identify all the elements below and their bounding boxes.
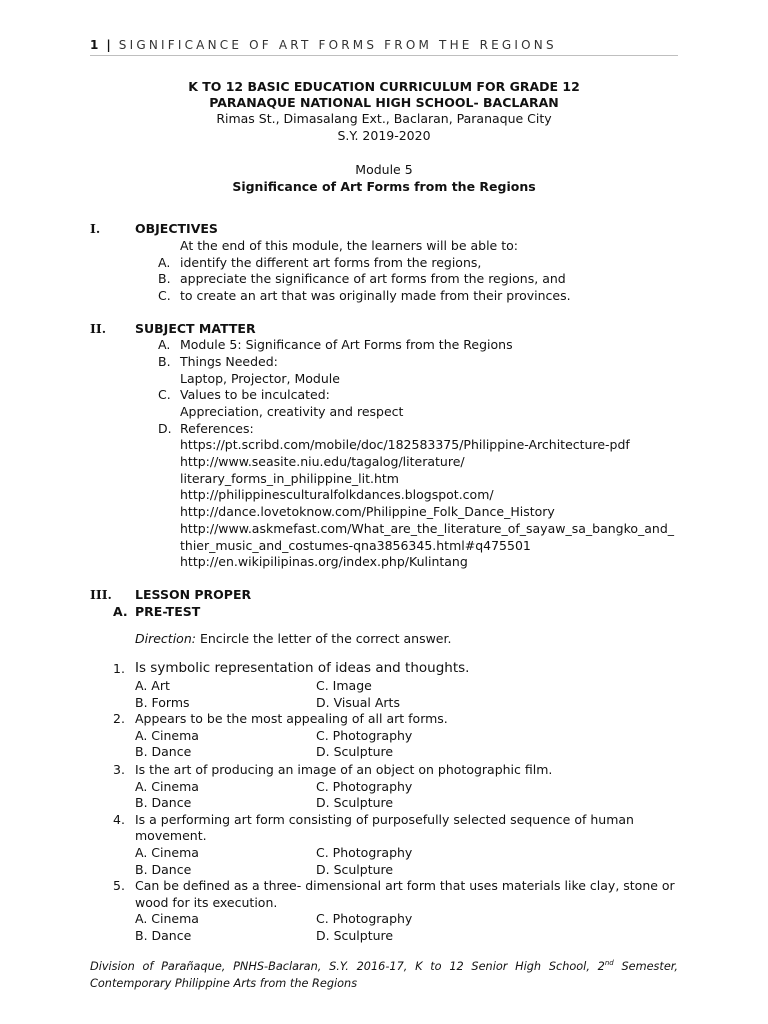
curriculum-title: K TO 12 BASIC EDUCATION CURRICULUM FOR GRADE 12	[188, 79, 580, 94]
question-text: Appears to be the most appealing of all art forms.	[135, 711, 448, 726]
header-title: SIGNIFICANCE OF ART FORMS FROM THE REGIONS	[118, 38, 557, 52]
choice-b: B. Dance	[135, 795, 192, 810]
reference-link: http://www.seasite.niu.edu/tagalog/literature/	[180, 454, 465, 469]
choice-c: C. Image	[316, 678, 372, 693]
section-title-lesson-proper: LESSON PROPER	[135, 587, 252, 602]
subject-detail: Laptop, Projector, Module	[180, 371, 340, 386]
choice-c: C. Photography	[316, 845, 413, 860]
choice-a: A. Cinema	[135, 779, 199, 794]
reference-link: http://dance.lovetoknow.com/Philippine_Folk_Dance_History	[180, 504, 555, 519]
school-address: Rimas St., Dimasalang Ext., Baclaran, Paranaque City	[216, 111, 552, 126]
choice-b: B. Dance	[135, 862, 192, 877]
list-marker: A.	[113, 604, 128, 619]
choice-d: D. Sculpture	[316, 862, 394, 877]
choice-c: C. Photography	[316, 728, 413, 743]
section-title-subject-matter: SUBJECT MATTER	[135, 321, 256, 336]
reference-link: http://philippinesculturalfolkdances.blogspot.com/	[180, 487, 494, 502]
question-number: 2.	[113, 711, 125, 726]
school-name: PARANAQUE NATIONAL HIGH SCHOOL- BACLARAN	[209, 95, 559, 110]
question-text: Can be defined as a three- dimensional art form that uses materials like clay, stone or	[135, 878, 675, 893]
section-numeral: III.	[90, 587, 112, 602]
subject-item: Values to be inculcated:	[180, 387, 330, 402]
school-year: S.Y. 2019-2020	[337, 128, 431, 143]
footer-superscript: nd	[604, 959, 614, 967]
choice-c: C. Photography	[316, 779, 413, 794]
choice-b: B. Dance	[135, 744, 192, 759]
module-number: Module 5	[355, 162, 413, 177]
header-separator: |	[106, 38, 112, 52]
list-marker: A.	[158, 337, 171, 352]
choice-c: C. Photography	[316, 911, 413, 926]
objective-item: appreciate the significance of art forms from the regions, and	[180, 271, 566, 286]
page-header	[90, 38, 678, 52]
reference-link: thier_music_and_costumes-qna3856345.html#q475501	[180, 538, 531, 553]
choice-a: A. Art	[135, 678, 170, 693]
question-text-continued: movement.	[135, 828, 207, 843]
subject-item: References:	[180, 421, 254, 436]
choice-b: B. Forms	[135, 695, 190, 710]
choice-b: B. Dance	[135, 928, 192, 943]
list-marker: B.	[158, 354, 171, 369]
question-text: Is symbolic representation of ideas and thoughts.	[135, 660, 470, 676]
objective-item: to create an art that was originally made from their provinces.	[180, 288, 571, 303]
reference-link: http://www.askmefast.com/What_are_the_literature_of_sayaw_sa_bangko_and_	[180, 521, 675, 536]
subject-item: Things Needed:	[180, 354, 278, 369]
footer-text: Division of Parañaque, PNHS-Baclaran, S.Y. 2016-17, K to 12 Senior High School, 2	[90, 959, 605, 973]
list-marker: A.	[158, 255, 171, 270]
choice-a: A. Cinema	[135, 911, 199, 926]
subject-item: Module 5: Significance of Art Forms from the Regions	[180, 337, 513, 352]
choice-d: D. Visual Arts	[316, 695, 400, 710]
reference-link: http://en.wikipilipinas.org/index.php/Kulintang	[180, 554, 468, 569]
page-number: 1	[90, 38, 100, 52]
question-number: 5.	[113, 878, 125, 893]
subsection-title-pretest: PRE-TEST	[135, 604, 201, 619]
subject-detail: Appreciation, creativity and respect	[180, 404, 404, 419]
objective-item: identify the different art forms from the regions,	[180, 255, 482, 270]
question-text-continued: wood for its execution.	[135, 895, 278, 910]
reference-link: literary_forms_in_philippine_lit.htm	[180, 471, 399, 486]
choice-d: D. Sculpture	[316, 928, 394, 943]
list-marker: D.	[158, 421, 172, 436]
objectives-intro: At the end of this module, the learners will be able to:	[180, 238, 518, 253]
module-title: Significance of Art Forms from the Regions	[232, 179, 536, 194]
choice-a: A. Cinema	[135, 728, 199, 743]
list-marker: C.	[158, 288, 171, 303]
question-text: Is a performing art form consisting of purposefully selected sequence of human	[135, 812, 634, 827]
question-number: 4.	[113, 812, 125, 827]
question-text: Is the art of producing an image of an object on photographic film.	[135, 762, 553, 777]
choice-d: D. Sculpture	[316, 795, 394, 810]
section-numeral: I.	[90, 221, 101, 236]
section-numeral: II.	[90, 321, 107, 336]
list-marker: B.	[158, 271, 171, 286]
header-divider	[90, 55, 678, 56]
page-footer	[90, 955, 678, 992]
section-title-objectives: OBJECTIVES	[135, 221, 218, 236]
list-marker: C.	[158, 387, 171, 402]
choice-a: A. Cinema	[135, 845, 199, 860]
question-number: 3.	[113, 762, 125, 777]
direction-line	[135, 631, 451, 646]
footer-text-continued: Semester, Contemporary Philippine Arts from the Regions	[90, 959, 678, 990]
question-number: 1.	[113, 661, 125, 676]
choice-d: D. Sculpture	[316, 744, 394, 759]
reference-link: https://pt.scribd.com/mobile/doc/182583375/Philippine-Architecture-pdf	[180, 437, 630, 452]
direction-text: Encircle the letter of the correct answer.	[195, 631, 452, 646]
direction-label: Direction:	[135, 631, 196, 646]
